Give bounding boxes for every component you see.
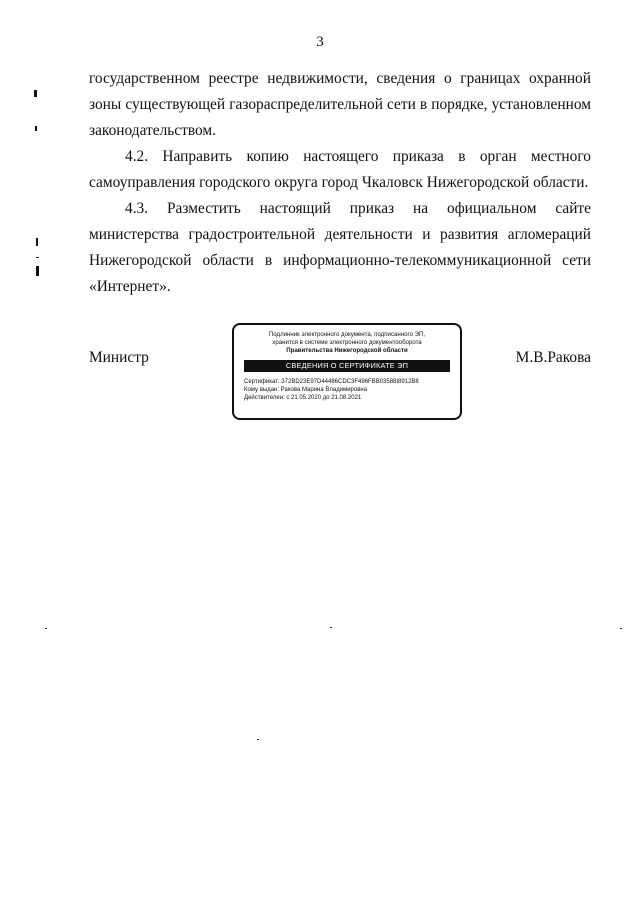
stamp-notice-line: Подлинник электронного документа, подписанного ЭП, — [268, 331, 426, 338]
document-body — [89, 66, 591, 300]
stamp-notice — [234, 331, 460, 355]
signatory-name: М.В.Ракова — [515, 349, 591, 366]
stamp-notice-line: хранится в системе электронного документооборота — [272, 339, 422, 346]
scan-mark — [36, 266, 39, 276]
page-number: 3 — [316, 34, 324, 50]
paragraph-4-3: 4.3. Разместить настоящий приказ на официальном сайте министерства градостроительной деятельности и развития агломераций Нижегородской области в информационно-телекоммуникационной сети «Интернет». — [89, 200, 591, 295]
stamp-notice-line: Правительства Нижегородской области — [286, 347, 408, 354]
electronic-signature-stamp — [232, 323, 462, 420]
scan-speck — [330, 627, 332, 628]
signatory-title: Министр — [89, 349, 149, 366]
scan-mark — [35, 126, 37, 131]
scan-mark — [36, 257, 39, 258]
stamp-header: СВЕДЕНИЯ О СЕРТИФИКАТЕ ЭП — [244, 360, 450, 372]
certificate-owner: Кому выдан: Ракова Марина Владимировна — [244, 387, 368, 393]
paragraph-continuation: государственном реестре недвижимости, сведения о границах охранной зоны существующей газораспределительной сети в порядке, установленном законодательством. — [89, 70, 591, 139]
scan-mark — [36, 238, 38, 246]
stamp-certificate-details — [244, 378, 460, 402]
paragraph-4-2: 4.2. Направить копию настоящего приказа в орган местного самоуправления городского округа город Чкаловск Нижегородской области. — [89, 148, 591, 191]
scan-speck — [620, 628, 622, 629]
certificate-number: Сертификат: 372BD23E97D44486CDC3F496FBB03588I8912B8 — [244, 379, 419, 385]
certificate-validity: Действителен: с 21.05.2020 до 21.08.2021 — [244, 395, 362, 401]
scan-speck — [257, 739, 259, 740]
scan-speck — [45, 628, 47, 629]
scan-mark — [34, 90, 37, 97]
